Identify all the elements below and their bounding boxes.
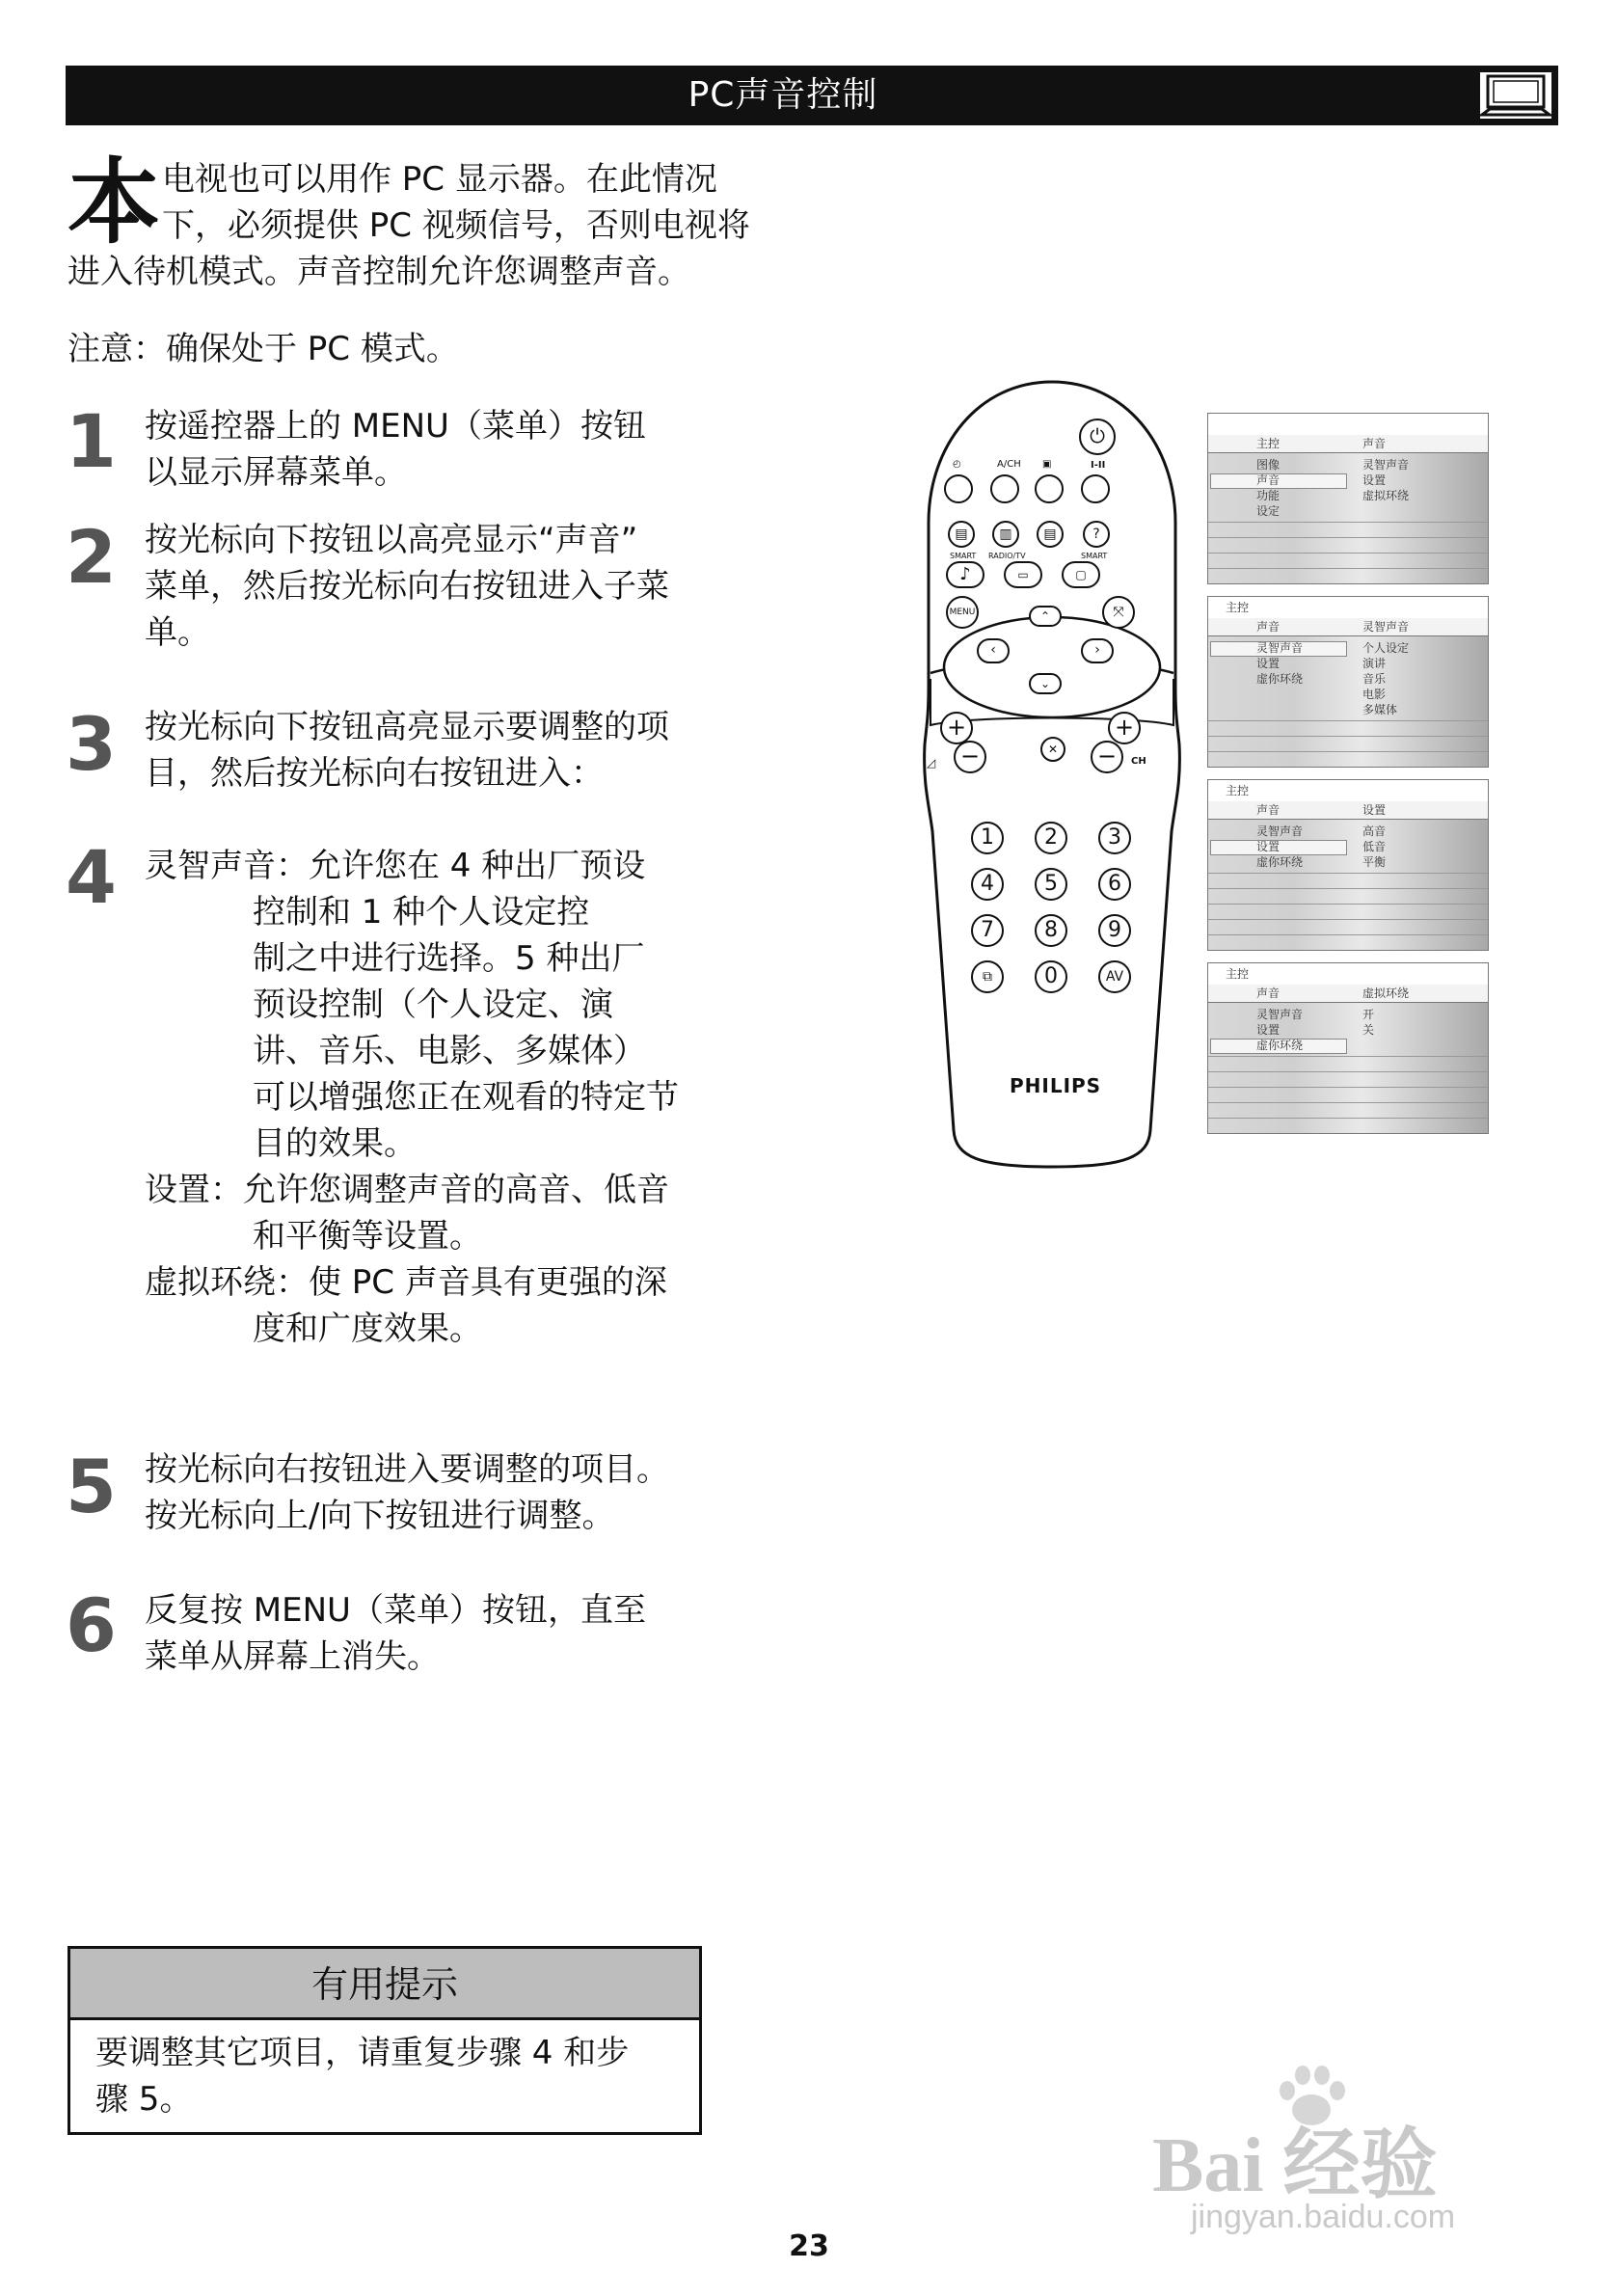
number-button-1[interactable]: 1 [971, 822, 1004, 854]
i-ii-label: I-II [1091, 460, 1106, 471]
menu-item: 虚你环绕 [1256, 1039, 1304, 1052]
channel-down-button[interactable]: − [1091, 741, 1123, 773]
intro-line-3: 进入待机模式。声音控制允许您调整声音。 [67, 253, 690, 291]
format-button[interactable] [1035, 474, 1064, 503]
hint-title: 有用提示 [70, 1949, 699, 2020]
menu-subitem: 灵智声音 [1362, 458, 1410, 472]
menu-item: 灵智声音 [1256, 1008, 1304, 1021]
baidu-watermark [1152, 2064, 1567, 2247]
step-line: 制之中进行选择。5 种出厂 [253, 939, 645, 978]
hint-box [67, 1946, 702, 2135]
menu-button[interactable]: MENU [946, 596, 979, 629]
menu-screenshot-2 [1207, 596, 1489, 768]
step-line: 按光标向下按钮以高亮显示“声音” [145, 521, 638, 559]
cursor-down-button[interactable]: ⌄ [1029, 673, 1062, 694]
menu-item: 设置 [1256, 657, 1281, 670]
step-line: 设置：允许您调整声音的高音、低音 [145, 1171, 669, 1209]
step-line: 单。 [145, 613, 210, 652]
hint-body [95, 2030, 684, 2122]
ach-label: A/CH [997, 459, 1021, 470]
number-button-5[interactable]: 5 [1035, 868, 1067, 901]
step-line: 讲、音乐、电影、多媒体） [253, 1032, 646, 1070]
menu-col2: 声音 [1362, 437, 1387, 450]
teletext-icon[interactable]: ▤ [948, 521, 975, 548]
menu-subitem: 多媒体 [1362, 703, 1398, 716]
menu-col1: 声音 [1256, 803, 1281, 817]
step-line: 灵智声音：允许您在 4 种出厂预设 [145, 847, 646, 885]
menu-screenshot-4 [1207, 962, 1489, 1134]
step-line: 按光标向上/向下按钮进行调整。 [145, 1497, 615, 1535]
menu-col2: 灵智声音 [1362, 620, 1410, 634]
menu-item: 图像 [1256, 458, 1281, 472]
menu-col1: 主控 [1256, 437, 1281, 450]
step-line: 度和广度效果。 [253, 1310, 482, 1348]
step-line: 菜单从屏幕上消失。 [145, 1637, 440, 1676]
radio-tv-button[interactable]: ▭ [1004, 561, 1042, 588]
menu-subitem: 演讲 [1362, 657, 1387, 670]
step-number: 5 [66, 1444, 117, 1529]
power-button[interactable]: ⏻ [1079, 419, 1116, 455]
timer-icon: ◴ [953, 459, 961, 470]
cursor-up-button[interactable]: ⌃ [1029, 606, 1062, 627]
info-icon[interactable]: ? [1083, 521, 1110, 548]
step-text [145, 403, 714, 496]
step-line: 预设控制（个人设定、演 [253, 986, 613, 1024]
step-number: 2 [66, 514, 117, 600]
ch-label: CH [1131, 756, 1146, 767]
smart-picture-button[interactable]: ▢ [1062, 561, 1100, 588]
menu-subitem: 个人设定 [1362, 641, 1410, 655]
smart-sound-button[interactable]: ♪ [946, 561, 984, 588]
note-text: 注意：确保处于 PC 模式。 [67, 330, 459, 368]
menu-item: 设定 [1256, 504, 1281, 518]
watermark-url: jingyan.baidu.com [1191, 2199, 1456, 2235]
menu-subitem: 低音 [1362, 840, 1387, 853]
title-bar [66, 66, 1558, 125]
menu-subitem: 开 [1362, 1008, 1375, 1021]
step-text [145, 1587, 714, 1680]
hint-line: 要调整其它项目，请重复步骤 4 和步 [95, 2034, 630, 2072]
monitor-icon [1477, 69, 1554, 122]
volume-icon: ◿ [927, 756, 936, 770]
step-line: 目的效果。 [253, 1124, 417, 1163]
menu-subitem: 设置 [1362, 473, 1387, 487]
step-line: 以显示屏幕菜单。 [145, 453, 407, 492]
menu-breadcrumb: 主控 [1226, 784, 1250, 797]
hint-line: 骤 5。 [95, 2080, 193, 2119]
menu-item: 虚你环绕 [1256, 672, 1304, 686]
step-number: 1 [66, 398, 117, 484]
intro-line-1: 电视也可以用作 PC 显示器。在此情况 [162, 160, 717, 199]
menu-subitem: 关 [1362, 1023, 1375, 1037]
number-button-2[interactable]: 2 [1035, 822, 1067, 854]
menu-item: 设置 [1256, 1023, 1281, 1037]
menu-subitem: 音乐 [1362, 672, 1387, 686]
pp-icon[interactable]: ⧉ [971, 960, 1004, 993]
volume-up-button[interactable]: + [940, 712, 973, 744]
menu-item: 设置 [1256, 840, 1281, 853]
menu-col1: 声音 [1256, 986, 1281, 1000]
volume-down-button[interactable]: − [954, 741, 986, 773]
step-line: 按光标向下按钮高亮显示要调整的项 [145, 708, 669, 746]
ach-button[interactable] [990, 474, 1019, 503]
menu-subitem: 高音 [1362, 824, 1387, 838]
menu-subitem: 虚拟环绕 [1362, 489, 1410, 502]
menu-subitem: 电影 [1362, 688, 1387, 701]
number-button-3[interactable]: 3 [1098, 822, 1131, 854]
number-button-0[interactable]: 0 [1035, 960, 1067, 993]
intro-line-2: 下，必须提供 PC 视频信号，否则电视将 [162, 206, 750, 245]
remote-control [921, 378, 1183, 1171]
smart-label: SMART [1081, 552, 1108, 560]
sleep-button[interactable] [944, 474, 973, 503]
step-text [145, 517, 714, 656]
menu-item: 声音 [1256, 473, 1281, 487]
channel-up-button[interactable]: + [1108, 712, 1141, 744]
cursor-left-button[interactable]: ‹ [977, 638, 1010, 663]
step-line: 按光标向右按钮进入要调整的项目。 [145, 1450, 669, 1489]
step-text [145, 843, 714, 1352]
smart-label: SMART [950, 552, 977, 560]
menu-col2: 设置 [1362, 803, 1387, 817]
menu-col2: 虚拟环绕 [1362, 986, 1410, 1000]
page-title: PC声音控制 [688, 75, 878, 115]
step-line: 菜单，然后按光标向右按钮进入子菜 [145, 567, 669, 606]
menu-item: 灵智声音 [1256, 641, 1304, 655]
step-text [145, 704, 714, 797]
format-icon: ▣ [1042, 459, 1052, 470]
menu-item: 功能 [1256, 489, 1281, 502]
exit-icon[interactable]: ⤧ [1102, 596, 1135, 629]
step-number: 6 [66, 1582, 117, 1668]
step-line: 可以增强您正在观看的特定节 [253, 1078, 679, 1117]
dual-button[interactable] [1081, 474, 1110, 503]
menu-breadcrumb: 主控 [1226, 601, 1250, 614]
step-line: 和平衡等设置。 [253, 1217, 482, 1256]
step-line: 控制和 1 种个人设定控 [253, 893, 590, 932]
av-button[interactable]: AV [1098, 960, 1131, 993]
menu-item: 灵智声音 [1256, 824, 1304, 838]
page-number: 23 [789, 2229, 829, 2263]
number-button-4[interactable]: 4 [971, 868, 1004, 901]
brand-logo: PHILIPS [1010, 1074, 1102, 1097]
number-button-7[interactable]: 7 [971, 914, 1004, 947]
text-icon[interactable]: ▤ [1037, 521, 1064, 548]
menu-item: 虚你环绕 [1256, 855, 1304, 869]
menu-screenshot-1 [1207, 413, 1489, 584]
watermark-text: Bai 经验 [1152, 2123, 1438, 2208]
menu-col1: 声音 [1256, 620, 1281, 634]
drop-cap: 本 [67, 149, 160, 257]
step-line: 按遥控器上的 MENU（菜单）按钮 [145, 407, 646, 446]
step-number: 4 [66, 834, 117, 920]
radio-tv-label: RADIO/TV [988, 552, 1026, 560]
mix-icon[interactable]: ▥ [992, 521, 1019, 548]
menu-screenshot-3 [1207, 779, 1489, 951]
menu-subitem: 平衡 [1362, 855, 1387, 869]
step-number: 3 [66, 701, 117, 787]
number-button-9[interactable]: 9 [1098, 914, 1131, 947]
number-button-8[interactable]: 8 [1035, 914, 1067, 947]
mute-icon[interactable]: ✕ [1040, 737, 1065, 762]
step-text [145, 1446, 714, 1539]
step-line: 虚拟环绕：使 PC 声音具有更强的深 [145, 1263, 667, 1302]
menu-breadcrumb: 主控 [1226, 967, 1250, 981]
step-line: 目，然后按光标向右按钮进入： [145, 754, 604, 793]
cursor-right-button[interactable]: › [1081, 638, 1114, 663]
number-button-6[interactable]: 6 [1098, 868, 1131, 901]
step-line: 反复按 MENU（菜单）按钮，直至 [145, 1591, 646, 1630]
